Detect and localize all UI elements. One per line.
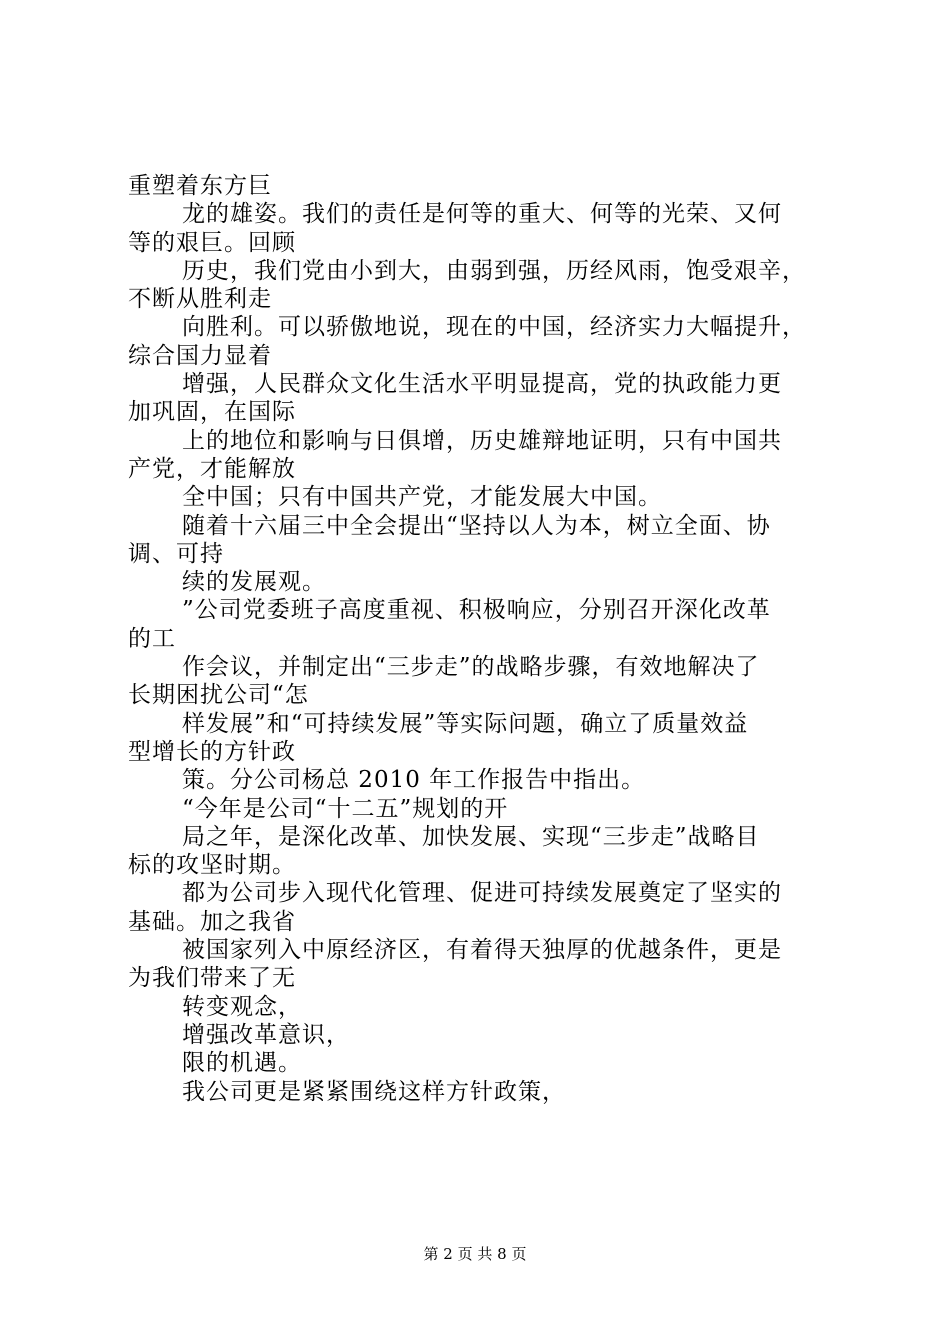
text-line: 综合国力显着 bbox=[128, 342, 272, 369]
text-line: 我公司更是紧紧围绕这样方针政策， bbox=[182, 1078, 566, 1105]
text-line: 上的地位和影响与日俱增，历史雄辩地证明，只有中国共 bbox=[182, 427, 782, 454]
text-line: 增强，人民群众文化生活水平明显提高，党的执政能力更 bbox=[182, 371, 782, 398]
text-line: 重塑着东方巨 bbox=[128, 173, 272, 199]
text-line: 策。分公司杨总 2010 年工作报告中指出。 bbox=[182, 767, 646, 794]
text-line: 加巩固，在国际 bbox=[128, 399, 296, 426]
text-line: ”公司党委班子高度重视、积极响应，分别召开深化改革 bbox=[182, 597, 771, 624]
text-line: 限的机遇。 bbox=[182, 1050, 302, 1077]
text-line: 转变观念， bbox=[182, 993, 302, 1020]
text-line: 型增长的方针政 bbox=[128, 738, 296, 765]
text-line: 历史，我们党由小到大，由弱到强，历经风雨，饱受艰辛， bbox=[182, 257, 806, 284]
text-line: 基础。加之我省 bbox=[128, 908, 296, 935]
page-footer: 第 2 页 共 8 页 bbox=[423, 1245, 527, 1263]
text-line: 被国家列入中原经济区，有着得天独厚的优越条件，更是 bbox=[182, 937, 782, 964]
text-line: 增强改革意识， bbox=[182, 1021, 350, 1048]
text-line: 龙的雄姿。我们的责任是何等的重大、何等的光荣、又何 bbox=[182, 201, 782, 228]
text-line: 作会议，并制定出“三步走”的战略步骤，有效地解决了 bbox=[182, 654, 760, 681]
text-line: 不断从胜利走 bbox=[128, 286, 272, 313]
text-line: 随着十六届三中全会提出“坚持以人为本，树立全面、协 bbox=[182, 512, 771, 539]
text-line: 调、可持 bbox=[128, 540, 224, 567]
text-line: 向胜利。可以骄傲地说，现在的中国，经济实力大幅提升， bbox=[182, 314, 806, 341]
document-body bbox=[128, 172, 848, 1106]
text-line: 都为公司步入现代化管理、促进可持续发展奠定了坚实的 bbox=[182, 880, 782, 907]
text-line: 局之年，是深化改革、加快发展、实现“三步走”战略目 bbox=[182, 823, 760, 850]
text-line: 样发展”和“可持续发展”等实际问题，确立了质量效益 bbox=[182, 710, 749, 737]
text-line: 的工 bbox=[128, 625, 176, 652]
text-line: 等的艰巨。回顾 bbox=[128, 229, 296, 256]
text-line: 产党，才能解放 bbox=[128, 455, 296, 482]
text-line: 续的发展观。 bbox=[182, 569, 326, 596]
text-line: 全中国；只有中国共产党，才能发展大中国。 bbox=[182, 484, 662, 511]
text-line: “今年是公司“十二五”规划的开 bbox=[182, 795, 509, 822]
text-line: 标的攻坚时期。 bbox=[128, 852, 296, 879]
text-line: 长期困扰公司“怎 bbox=[128, 682, 309, 709]
text-line: 为我们带来了无 bbox=[128, 965, 296, 992]
